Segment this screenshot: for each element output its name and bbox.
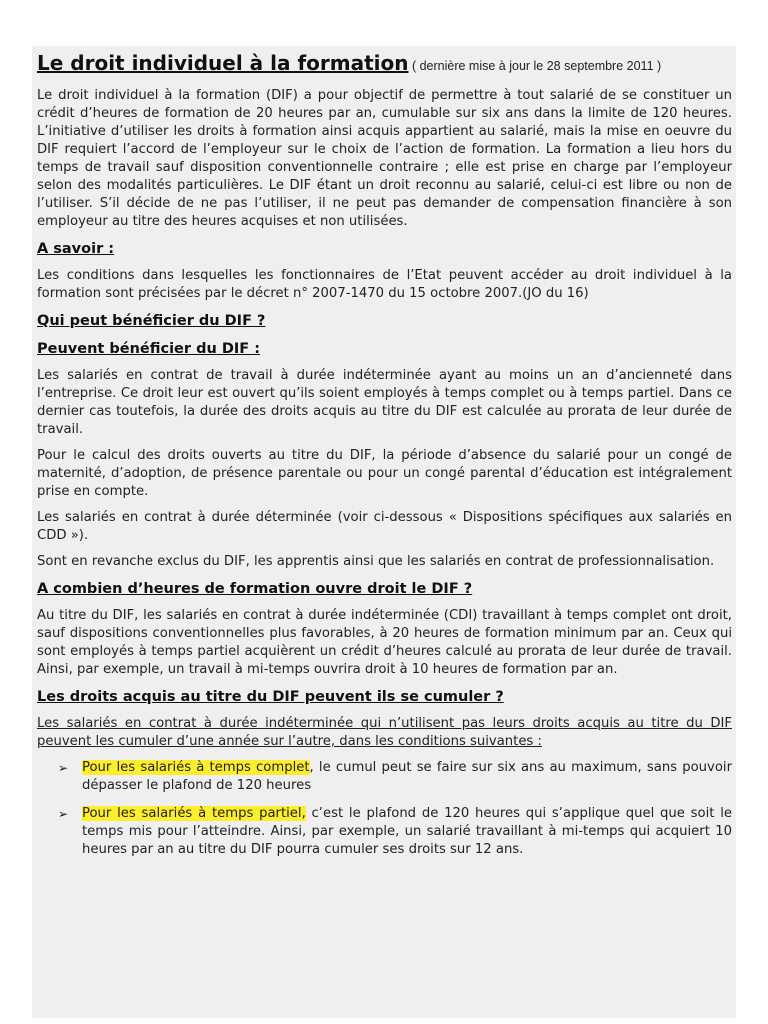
highlighted-text: Pour les salariés à temps complet	[82, 760, 310, 775]
intro-paragraph: Le droit individuel à la formation (DIF) a pour objectif de permettre à tout salarié de se constituer un crédit d’heures de formation de 20 heures par an, cumulable sur six ans dans la limite de 120 heures. L’initiative d’utiliser les droits à formation ainsi acquis appartient au salarié, mais la mise en oeuvre du DIF requiert l’accord de l’employeur sur le choix de l’action de formation. La formation a lieu hors du temps de travail sauf disposition conventionnelle contraire ; elle est prise en charge par l’employeur selon des modalités particulières. Le DIF étant un droit reconnu au salarié, celui-ci est libre ou non de l’utiliser. S’il décide de ne pas l’utiliser, il ne peut pas demander de compensation financière à son employeur au titre des heures acquises et non utilisées.	[37, 88, 732, 229]
title-line	[37, 51, 732, 79]
heading-qui-peut-beneficier: Qui peut bénéficier du DIF ?	[37, 313, 266, 329]
heading-cumul: Les droits acquis au titre du DIF peuvent ils se cumuler ?	[37, 689, 504, 705]
combien-paragraph: Au titre du DIF, les salariés en contrat à durée indéterminée (CDI) travaillant à temps complet ont droit, sauf dispositions conventionnelles plus favorables, à 20 heures de formation minimum par an. Ceux qui sont employés à temps partiel acquièrent un crédit d’heures calculé au prorata de leur durée de travail. Ainsi, par exemple, un travail à mi-temps ouvrira droit à 10 heures de formation par an.	[37, 608, 732, 677]
highlighted-text: Pour les salariés à temps partiel,	[82, 806, 306, 821]
arrow-bullet-icon: ➢	[58, 807, 69, 821]
cdi-paragraph: Les salariés en contrat de travail à durée indéterminée ayant au moins un an d’ancienneté dans l’entreprise. Ce droit leur est ouvert qu’ils soient employés à temps complet ou à temps partiel. Dans ce dernier cas toutefois, la durée des droits acquis au titre du DIF est calculée au prorata de leur durée de travail.	[37, 368, 732, 437]
cumul-paragraph: Les salariés en contrat à durée indéterminée qui n’utilisent pas leurs droits acquis au titre du DIF peuvent les cumuler d’une année sur l’autre, dans les conditions suivantes :	[37, 716, 732, 749]
exclus-paragraph: Sont en revanche exclus du DIF, les apprentis ainsi que les salariés en contrat de professionnalisation.	[37, 554, 715, 569]
document-content	[37, 46, 732, 869]
list-item-text: , le cumul peut se faire sur six ans au maximum, sans pouvoir dépasser le plafond de 120 heures	[82, 760, 732, 793]
calcul-paragraph: Pour le calcul des droits ouverts au titre du DIF, la période d’absence du salarié pour un congé de maternité, d’adoption, de présence parentale ou pour un congé parental d’éducation est intégralement prise en compte.	[37, 448, 732, 499]
document-update-date: ( dernière mise à jour le 28 septembre 2011 )	[408, 59, 662, 73]
cumul-conditions-list	[37, 759, 732, 859]
heading-peuvent-beneficier: Peuvent bénéficier du DIF :	[37, 341, 261, 357]
arrow-bullet-icon: ➢	[58, 761, 69, 775]
savoir-paragraph: Les conditions dans lesquelles les fonctionnaires de l’Etat peuvent accéder au droit individuel à la formation sont précisées par le décret n° 2007-1470 du 15 octobre 2007.(JO du 16)	[37, 268, 732, 301]
heading-a-savoir: A savoir :	[37, 241, 115, 257]
heading-combien-heures: A combien d’heures de formation ouvre droit le DIF ?	[37, 581, 473, 597]
list-item-text: c’est le plafond de 120 heures qui s’applique quel que soit le temps mis pour l’atteindre. Ainsi, par exemple, un salarié travaillant à mi-temps qui acquiert 10 heures par an au titre du DIF pourra cumuler ses droits sur 12 ans.	[82, 806, 733, 857]
list-item	[37, 805, 732, 859]
cdd-paragraph: Les salariés en contrat à durée déterminée (voir ci-dessous « Dispositions spécifiques aux salariés en CDD »).	[37, 510, 732, 543]
document-title: Le droit individuel à la formation	[37, 51, 409, 75]
document-page	[32, 46, 736, 1018]
list-item	[37, 759, 732, 795]
